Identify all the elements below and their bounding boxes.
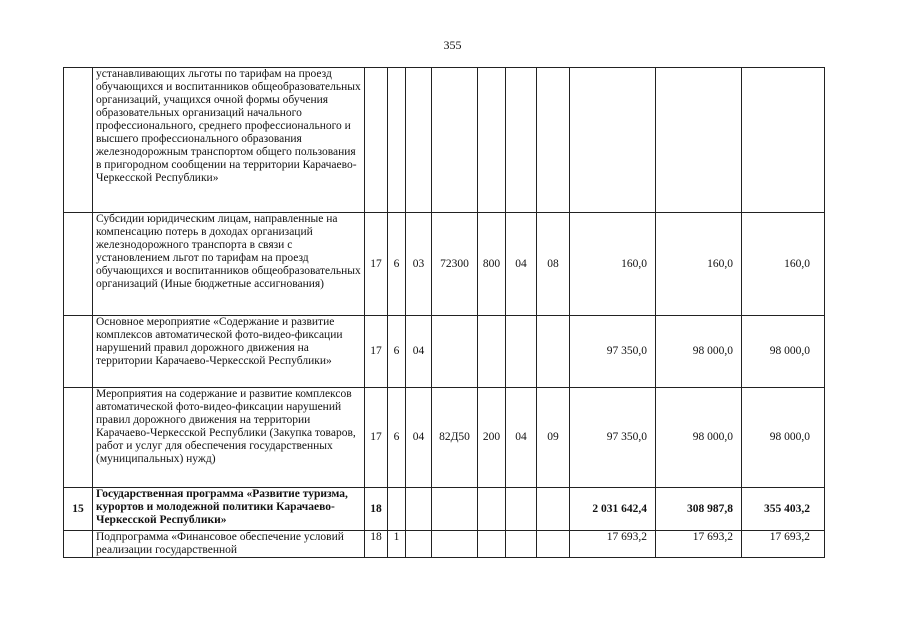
budget-table	[63, 67, 825, 558]
code-program: 17	[365, 213, 388, 316]
row-number	[64, 531, 93, 558]
code-subprogram: 1	[388, 531, 406, 558]
amount-1: 97 350,0	[570, 388, 656, 488]
table-row	[64, 531, 825, 558]
code-subsection	[537, 316, 570, 388]
code-subsection	[537, 68, 570, 213]
row-number: 15	[64, 488, 93, 531]
amount-2: 17 693,2	[656, 531, 742, 558]
amount-1: 17 693,2	[570, 531, 656, 558]
item-name: Подпрограмма «Финансовое обеспечение условий реализации государственной	[93, 531, 365, 558]
amount-3: 355 403,2	[742, 488, 825, 531]
code-subprogram: 6	[388, 316, 406, 388]
amount-3: 160,0	[742, 213, 825, 316]
item-name: устанавливающих льготы по тарифам на проезд обучающихся и воспитанников общеобразовательных организаций, учащихся очной формы обучения образовательных организаций начального профессионального, среднего профессионального и высшего профессионального образования железнодорожным транспортом общего пользования в пригородном сообщении на территории Карачаево-Черкесской Республики»	[93, 68, 365, 213]
table-row	[64, 488, 825, 531]
code-event	[406, 531, 432, 558]
code-expense-type: 800	[478, 213, 506, 316]
code-event: 03	[406, 213, 432, 316]
table-row	[64, 68, 825, 213]
item-name: Основное мероприятие «Содержание и развитие комплексов автоматической фото-видео-фиксации нарушений правил дорожного движения на территории Карачаево-Черкесской Республики»	[93, 316, 365, 388]
item-name: Субсидии юридическим лицам, направленные на компенсацию потерь в доходах организаций железнодорожного транспорта в связи с установлением льгот по тарифам на проезд обучающихся и воспитанников общеобразовательных организаций (Иные бюджетные ассигнования)	[93, 213, 365, 316]
amount-2: 98 000,0	[656, 316, 742, 388]
code-section	[506, 488, 537, 531]
row-number	[64, 68, 93, 213]
item-name: Мероприятия на содержание и развитие комплексов автоматической фото-видео-фиксации нарушений правил дорожного движения на территории Карачаево-Черкесской Республики (Закупка товаров, работ и услуг для обеспечения государственных (муниципальных) нужд)	[93, 388, 365, 488]
code-expense-type	[478, 531, 506, 558]
item-name: Государственная программа «Развитие туризма, курортов и молодежной политики Карачаево-Черкесской Республики»	[93, 488, 365, 531]
code-program: 18	[365, 531, 388, 558]
code-expense-type: 200	[478, 388, 506, 488]
code-section	[506, 68, 537, 213]
code-section	[506, 316, 537, 388]
code-subprogram	[388, 488, 406, 531]
code-subsection	[537, 488, 570, 531]
code-direction	[432, 316, 478, 388]
table-row	[64, 388, 825, 488]
row-number	[64, 388, 93, 488]
amount-3: 98 000,0	[742, 388, 825, 488]
code-subprogram	[388, 68, 406, 213]
code-subprogram: 6	[388, 213, 406, 316]
row-number	[64, 213, 93, 316]
code-program: 18	[365, 488, 388, 531]
code-section: 04	[506, 388, 537, 488]
amount-3	[742, 68, 825, 213]
amount-1	[570, 68, 656, 213]
code-direction	[432, 68, 478, 213]
amount-1: 160,0	[570, 213, 656, 316]
code-section	[506, 531, 537, 558]
amount-1: 97 350,0	[570, 316, 656, 388]
code-event: 04	[406, 316, 432, 388]
code-expense-type	[478, 316, 506, 388]
code-expense-type	[478, 68, 506, 213]
code-event	[406, 68, 432, 213]
code-direction	[432, 531, 478, 558]
amount-2: 308 987,8	[656, 488, 742, 531]
amount-2: 160,0	[656, 213, 742, 316]
code-direction: 72300	[432, 213, 478, 316]
code-event: 04	[406, 388, 432, 488]
code-program	[365, 68, 388, 213]
amount-1: 2 031 642,4	[570, 488, 656, 531]
amount-3: 17 693,2	[742, 531, 825, 558]
page-number: 355	[443, 38, 462, 52]
code-subsection: 08	[537, 213, 570, 316]
code-direction	[432, 488, 478, 531]
amount-2: 98 000,0	[656, 388, 742, 488]
code-subsection	[537, 531, 570, 558]
code-event	[406, 488, 432, 531]
table-row	[64, 213, 825, 316]
code-expense-type	[478, 488, 506, 531]
code-program: 17	[365, 316, 388, 388]
code-subsection: 09	[537, 388, 570, 488]
amount-2	[656, 68, 742, 213]
code-direction: 82Д50	[432, 388, 478, 488]
code-program: 17	[365, 388, 388, 488]
amount-3: 98 000,0	[742, 316, 825, 388]
code-subprogram: 6	[388, 388, 406, 488]
code-section: 04	[506, 213, 537, 316]
table-row	[64, 316, 825, 388]
row-number	[64, 316, 93, 388]
